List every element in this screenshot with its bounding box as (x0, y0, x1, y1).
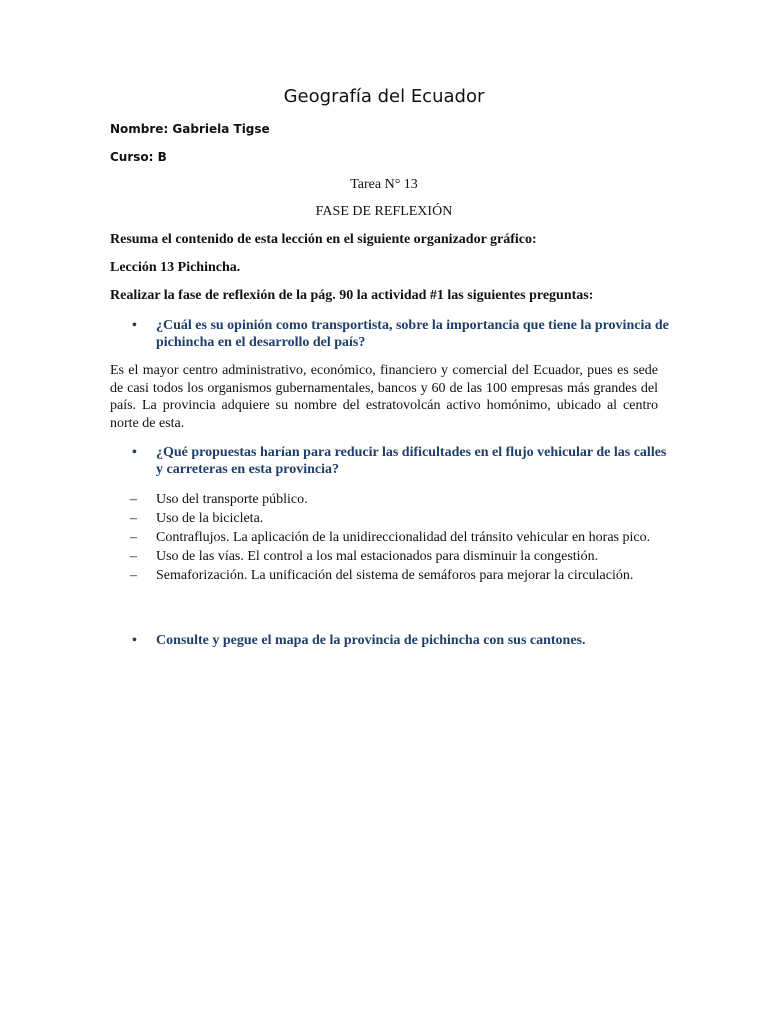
list-item (110, 490, 670, 509)
list-item (110, 509, 670, 528)
list-item (110, 547, 670, 566)
bullet-icon: • (132, 318, 137, 333)
list-item-text: Uso de la bicicleta. (156, 511, 264, 526)
instruction-summary: Resuma el contenido de esta lección en el siguiente organizador gráfico: (110, 232, 537, 247)
phase-heading: FASE DE REFLEXIÓN (315, 204, 453, 219)
document-title: Geografía del Ecuador (283, 86, 485, 107)
answer-1-paragraph: Es el mayor centro administrativo, económico, financiero y comercial del Ecuador, pues es sede de casi todos los organismos gubernamentales, bancos y 60 de las 100 empresas más grandes del país. La provincia adquiere su nombre del estratovolcán activo homónimo, ubicado al centro norte de esta. (110, 363, 658, 431)
question-3 (110, 632, 670, 649)
instruction-reflection: Realizar la fase de reflexión de la pág. 90 la actividad #1 las siguientes preguntas: (110, 288, 594, 303)
list-item (110, 566, 670, 585)
student-name: Nombre: Gabriela Tigse (110, 122, 270, 136)
dash-icon: – (130, 511, 137, 526)
dash-icon: – (130, 530, 137, 545)
list-item-text: Uso de las vías. El control a los mal estacionados para disminuir la congestión. (156, 549, 599, 564)
course-label: Curso: B (110, 150, 167, 164)
question-text: ¿Qué propuestas harían para reducir las dificultades en el flujo vehicular de las calles y carreteras en esta provincia? (156, 445, 667, 477)
lesson-label: Lección 13 Pichincha. (110, 260, 241, 275)
list-item-text: Contraflujos. La aplicación de la unidireccionalidad del tránsito vehicular en horas pico. (156, 530, 651, 545)
dash-icon: – (130, 568, 137, 583)
dash-icon: – (130, 492, 137, 507)
assignment-number: Tarea N° 13 (350, 177, 418, 192)
answer-2-list (110, 490, 670, 585)
list-item-text: Semaforización. La unificación del sistema de semáforos para mejorar la circulación. (156, 568, 634, 583)
question-text: Consulte y pegue el mapa de la provincia de pichincha con sus cantones. (156, 633, 586, 648)
question-text: ¿Cuál es su opinión como transportista, sobre la importancia que tiene la provincia de pichincha en el desarrollo del país? (156, 318, 669, 350)
list-item-text: Uso del transporte público. (156, 492, 308, 507)
bullet-icon: • (132, 633, 137, 648)
question-2 (110, 444, 670, 478)
question-1 (110, 317, 670, 351)
dash-icon: – (130, 549, 137, 564)
list-item (110, 528, 670, 547)
bullet-icon: • (132, 445, 137, 460)
